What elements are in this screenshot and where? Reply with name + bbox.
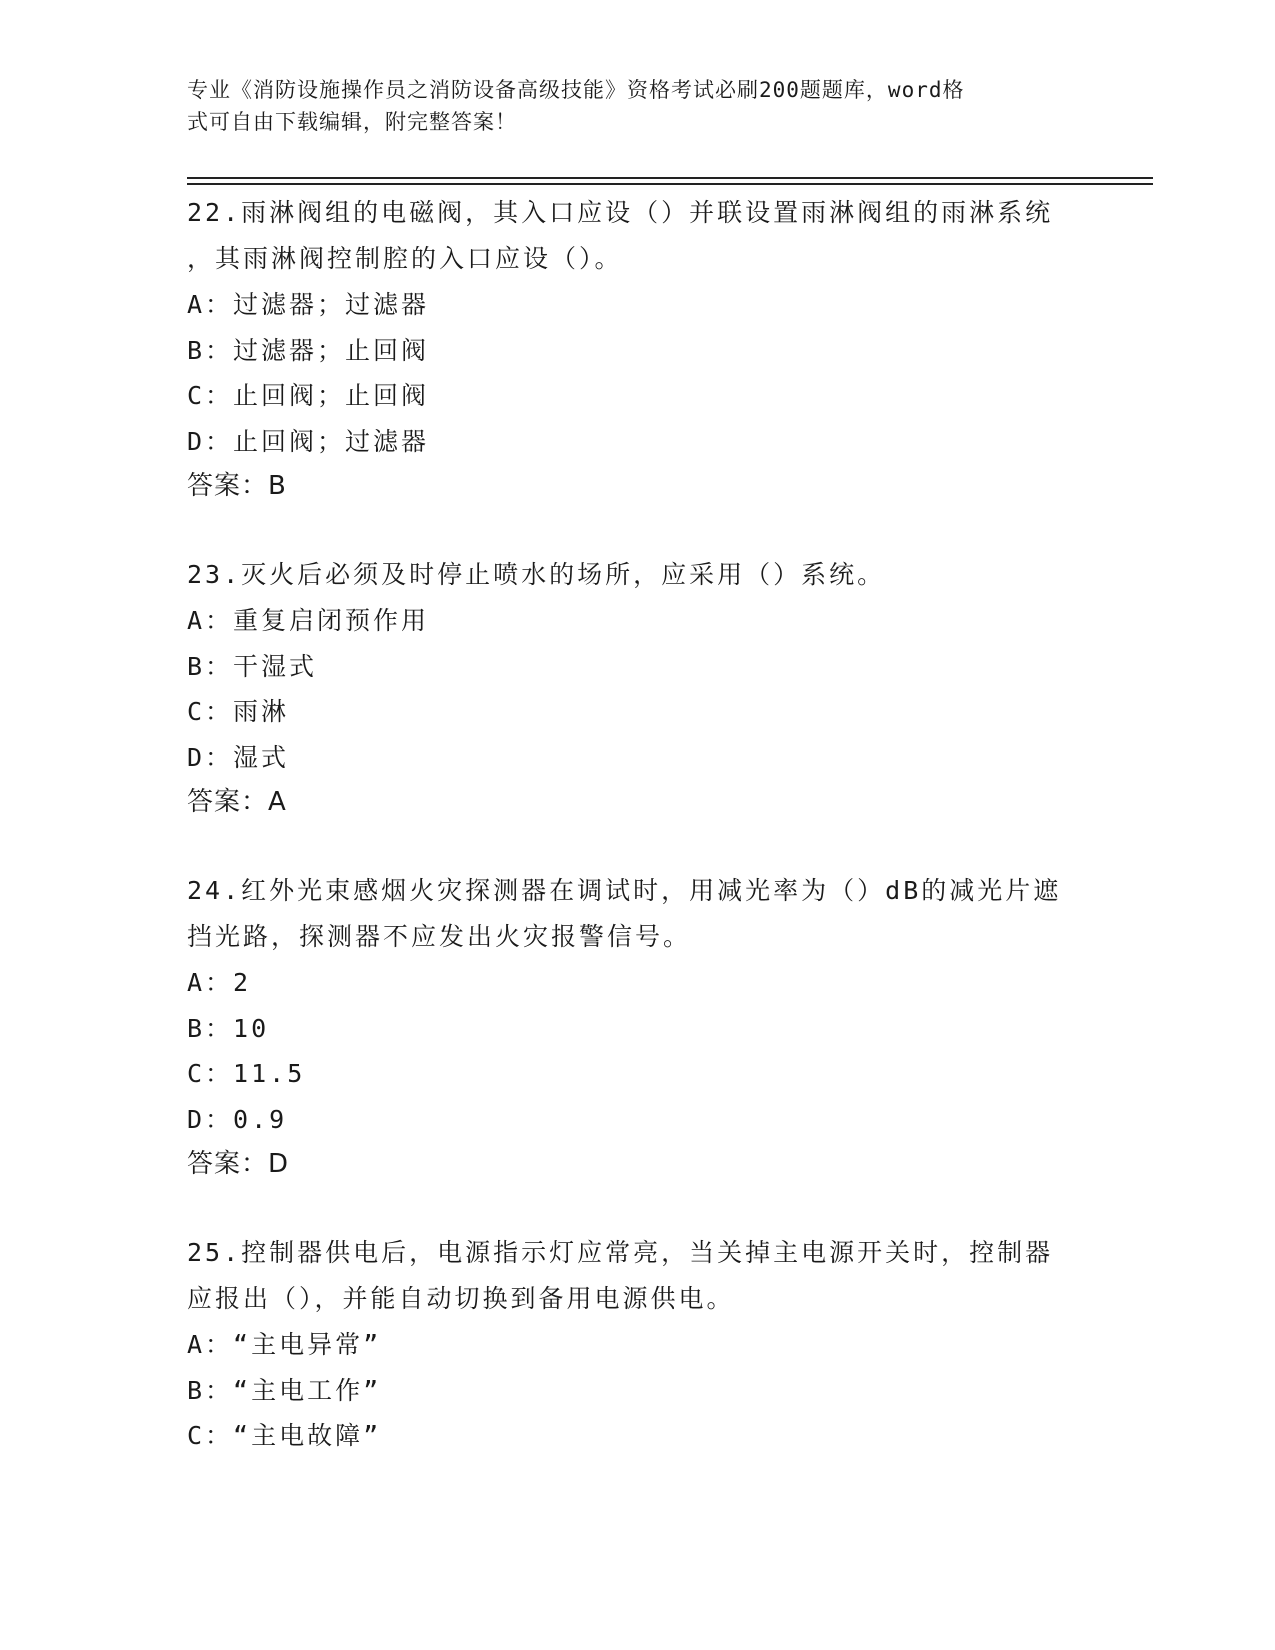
option-c: C：止回阀；止回阀: [187, 381, 430, 410]
option-a: A：2: [187, 968, 252, 997]
answer: 答案：A: [187, 787, 287, 817]
option-d: D：止回阀；过滤器: [187, 426, 430, 456]
question-text: [187, 868, 1087, 960]
option-c: C：“主电故障”: [187, 1421, 382, 1450]
question-line: ，其雨淋阀控制腔的入口应设（）。: [187, 244, 623, 273]
header-divider-bottom: [187, 183, 1153, 185]
document-header: [187, 74, 1067, 138]
option-d: D：0.9: [187, 1104, 288, 1134]
option-b: B：干湿式: [187, 651, 318, 681]
question-25: [187, 1230, 1087, 1459]
answer: 答案：D: [187, 1149, 290, 1179]
question-22: [187, 190, 1087, 508]
option-b: B：“主电工作”: [187, 1375, 382, 1405]
question-line: 22.雨淋阀组的电磁阀，其入口应设（）并联设置雨淋阀组的雨淋系统: [187, 198, 1054, 227]
header-divider-top: [187, 177, 1153, 179]
question-text: [187, 552, 1087, 598]
question-line: 应报出（），并能自动切换到备用电源供电。: [187, 1284, 735, 1313]
question-line: 24.红外光束感烟火灾探测器在调试时，用减光率为（）dB的减光片遮: [187, 876, 1062, 905]
question-line: 挡光路，探测器不应发出火灾报警信号。: [187, 922, 692, 951]
option-a: A：过滤器；过滤器: [187, 290, 430, 319]
question-list: [187, 190, 1087, 1503]
option-a: A：“主电异常”: [187, 1330, 382, 1359]
question-line: 23.灭火后必须及时停止喷水的场所，应采用（）系统。: [187, 560, 886, 589]
question-text: [187, 190, 1087, 282]
answer: 答案：B: [187, 471, 287, 501]
question-text: [187, 1230, 1087, 1322]
option-a: A：重复启闭预作用: [187, 606, 430, 635]
header-line-2: 式可自由下载编辑，附完整答案！: [187, 110, 517, 134]
question-24: [187, 868, 1087, 1186]
option-b: B：过滤器；止回阀: [187, 335, 430, 365]
option-b: B：10: [187, 1013, 270, 1043]
option-c: C：雨淋: [187, 697, 290, 726]
question-line: 25.控制器供电后，电源指示灯应常亮，当关掉主电源开关时，控制器: [187, 1238, 1054, 1267]
question-23: [187, 552, 1087, 824]
option-c: C：11.5: [187, 1059, 306, 1088]
header-line-1: 专业《消防设施操作员之消防设备高级技能》资格考试必刷200题题库，word格: [187, 78, 965, 102]
option-d: D：湿式: [187, 742, 290, 772]
